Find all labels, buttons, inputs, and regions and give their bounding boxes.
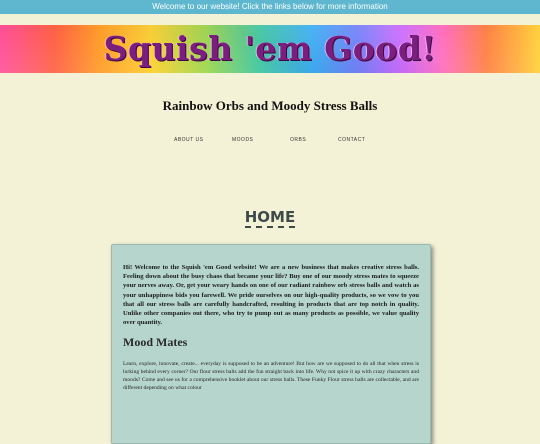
page-heading-wrapper xyxy=(0,209,540,228)
mood-mates-paragraph: Learn, explore, innovate, create... everyday is supposed to be an adventure! But how are we supposed to do all that when stress is lurking behind every corner? Our flour stress balls add the fun straight back into life. Why not spice it up with crazy characters and moods? Come and see us for a comprehensive booklet about our stress balls. These Funky Flour stress balls are collectable, and are different depending on what colour xyxy=(123,361,419,392)
welcome-text: Welcome to our website! Click the links below for more information xyxy=(152,2,388,11)
page-title: HOME xyxy=(244,208,296,226)
banner-logo-title: Squish 'em Good! xyxy=(103,29,437,68)
nav-link-contact[interactable]: CONTACT xyxy=(338,137,366,143)
nav-link-orbs[interactable]: ORBS xyxy=(290,137,307,143)
intro-paragraph: Hi! Welcome to the Squish 'em Good website! We are a new business that makes creative stress balls. Feeling down about the busy chaos that became your life? Buy one of our moody stress mates to squeeze your nerves away. Or, get your weary hands on one of our radiant rainbow orb stress balls and watch as your unhappiness bids you farewell. We pride ourselves on our high-quality products, so we vow to you that all our stress balls are carefully handcrafted, resulting in products that are top notch in quality. Unlike other companies out there, who try to pump out as many products as possible, we value quality over quantity. xyxy=(123,264,419,327)
site-subtitle: Rainbow Orbs and Moody Stress Balls xyxy=(162,98,378,113)
welcome-bar xyxy=(0,0,540,14)
nav-link-moods[interactable]: MOODS xyxy=(232,137,254,143)
main-nav xyxy=(0,137,540,147)
site-banner xyxy=(0,25,540,73)
section-heading-mood-mates: Mood Mates xyxy=(123,335,188,350)
home-content-card xyxy=(111,244,431,444)
nav-link-about-us[interactable]: ABOUT US xyxy=(174,137,204,143)
